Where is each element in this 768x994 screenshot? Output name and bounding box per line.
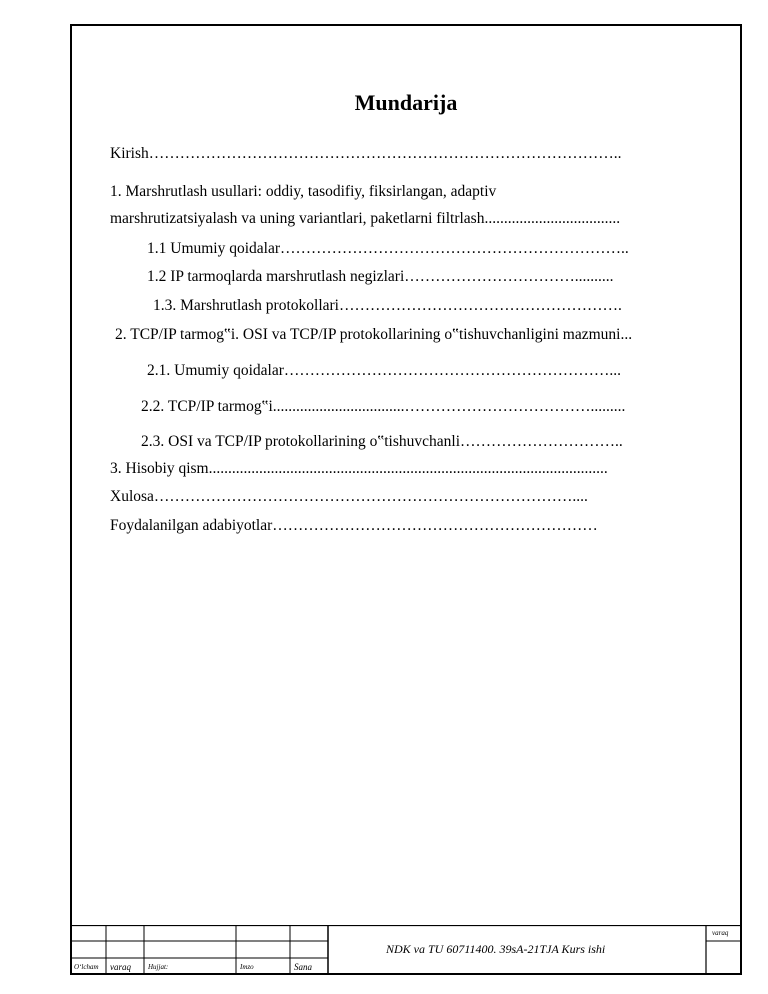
varaq-label: varaq: [110, 962, 131, 972]
toc-entry-chapter-3: 3. Hisobiy qism.......................................................................................................: [110, 460, 608, 477]
hujjat-label: Hujjat:: [148, 963, 169, 971]
toc-entry-chapter-2: 2. TCP/IP tarmog‟i. OSI va TCP/IP protokollarining o‟tishuvchanligini mazmuni...: [115, 326, 633, 343]
toc-entry-2-1: 2.1. Umumiy qoidalar………………………………………………………...: [147, 362, 622, 379]
document-designation: NDK va TU 60711400. 39sA-21TJA Kurs ishi: [386, 942, 606, 956]
imzo-label: Imzo: [240, 963, 254, 971]
toc-entry-conclusion: Xulosa………………………………………………………………………....: [110, 488, 588, 505]
toc-entry-2-3: 2.3. OSI va TCP/IP protokollarining o‟tishuvchanli…………………………..: [141, 433, 623, 450]
olcham-label: O‘lcham: [74, 963, 99, 971]
toc-entry-1-1: 1.1 Umumiy qoidalar…………………………………………………………..: [147, 240, 629, 257]
toc-entry-chapter-1-cont: marshrutizatsiyalash va uning variantlari, paketlarni filtrlash...................................: [110, 210, 621, 227]
title-block: [70, 925, 742, 975]
toc-entry-chapter-1: 1. Marshrutlash usullari: oddiy, tasodifiy, fiksirlangan, adaptiv: [110, 183, 497, 200]
toc-entry-references: Foydalanilgan adabiyotlar………………………………………………………: [110, 517, 598, 534]
toc-entry-2-2: 2.2. TCP/IP tarmog‟i..................................……………………………….........: [141, 398, 626, 415]
sana-label: Sana: [294, 962, 312, 972]
sheet-label: varaq: [712, 929, 729, 937]
toc-entry-1-3: 1.3. Marshrutlash protokollari……………………………………………….: [153, 297, 622, 314]
toc-entry-introduction: Kirish………………………………………………………………………………..: [110, 145, 622, 162]
page-title: Mundarija: [354, 90, 458, 115]
toc-entry-1-2: 1.2 IP tarmoqlarda marshrutlash negizlari……………………………..........: [147, 268, 614, 285]
